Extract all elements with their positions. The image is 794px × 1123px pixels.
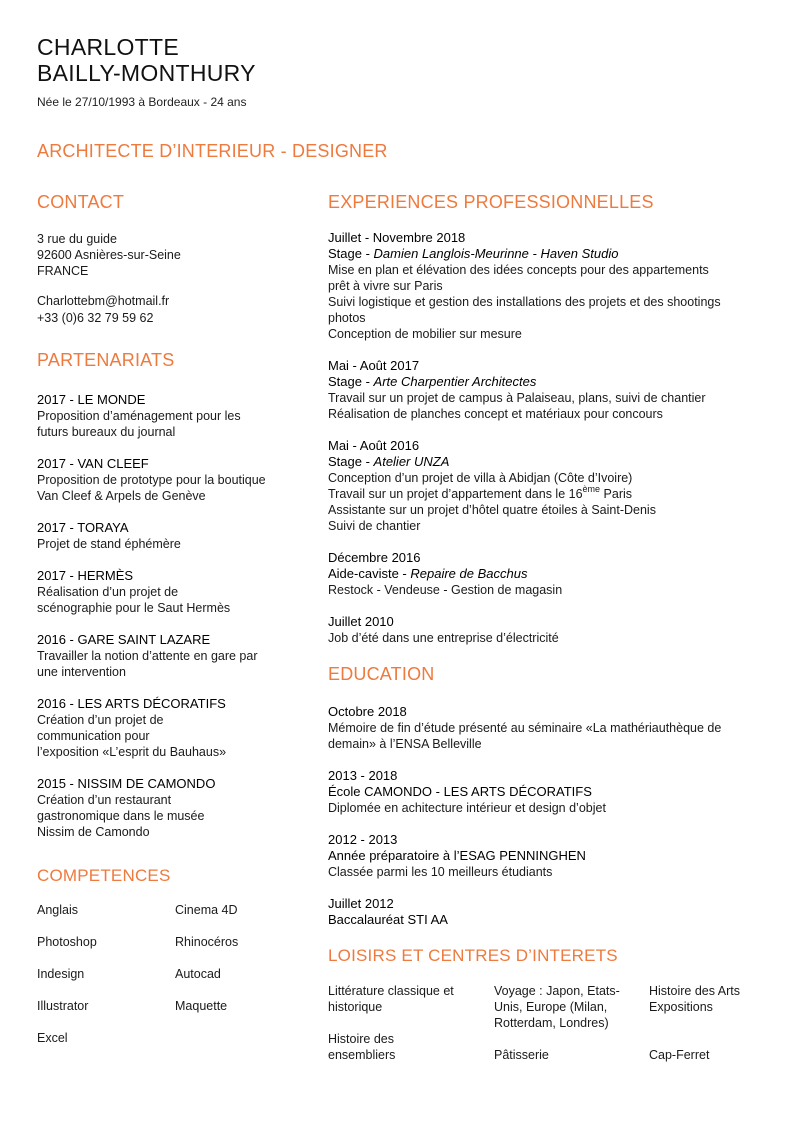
experience-role (328, 246, 760, 262)
partner-item (37, 632, 307, 680)
address-line: 3 rue du guide (37, 232, 117, 246)
partner-item (37, 392, 307, 440)
partner-line: communication pour (37, 729, 150, 743)
hobby-line: Littérature classique et (328, 984, 454, 998)
experience-item (328, 614, 760, 646)
experience-line: Conception de mobilier sur mesure (328, 327, 522, 341)
partner-item (37, 568, 307, 616)
experience-line: Restock - Vendeuse - Gestion de magasin (328, 583, 563, 597)
skill-item: Excel (37, 1031, 68, 1045)
hobby-line: Cap-Ferret (649, 1048, 710, 1062)
partner-heading: 2016 - GARE SAINT LAZARE (37, 632, 211, 647)
hobby-item (649, 1047, 779, 1063)
company-name: Arte Charpentier Architectes (373, 374, 537, 389)
contact-title: CONTACT (37, 192, 125, 212)
profession-title: ARCHITECTE D’INTERIEUR - DESIGNER (37, 141, 388, 161)
contact-phone[interactable]: +33 (0)6 32 79 59 62 (37, 311, 154, 325)
experience-role (328, 566, 760, 582)
partner-line: Proposition d’aménagement pour les (37, 409, 241, 423)
hobby-item (494, 983, 644, 1031)
partner-item (37, 696, 307, 760)
partner-line: Réalisation d’un projet de (37, 585, 179, 599)
experience-line: Travail sur un projet de campus à Palaiseau, plans, suivi de chantier (328, 391, 706, 405)
education-item (328, 704, 760, 752)
experience-line: Conception d’un projet de villa à Abidjan (Côte d’Ivoire) (328, 471, 633, 485)
role-label: Stage - (328, 374, 374, 389)
experience-line: prêt à vivre sur Paris (328, 279, 443, 293)
address-line: 92600 Asnières-sur-Seine (37, 248, 181, 262)
partner-line: Van Cleef & Arpels de Genève (37, 489, 206, 503)
skill-item: Cinema 4D (175, 903, 238, 917)
partner-line: Création d’un restaurant (37, 793, 172, 807)
experience-role (328, 374, 760, 390)
education-school: École CAMONDO - LES ARTS DÉCORATIFS (328, 784, 592, 799)
education-school: Année préparatoire à l’ESAG PENNINGHEN (328, 848, 586, 863)
contact-details (37, 293, 169, 326)
ordinal-suffix: ème (582, 484, 601, 494)
role-label: Stage - (328, 454, 374, 469)
hobbies-title: LOISIRS ET CENTRES D’INTERETS (328, 946, 618, 965)
hobby-item (649, 983, 779, 1015)
education-date: 2013 - 2018 (328, 768, 398, 783)
education-item (328, 768, 760, 816)
education-item (328, 832, 760, 880)
skill-item: Rhinocéros (175, 935, 239, 949)
hobby-item (494, 1047, 644, 1063)
partner-item (37, 520, 307, 552)
experience-role (328, 454, 760, 470)
partner-line: une intervention (37, 665, 126, 679)
skills-title: COMPETENCES (37, 866, 171, 885)
partners-title: PARTENARIATS (37, 350, 175, 370)
skill-item: Photoshop (37, 935, 97, 949)
experience-item (328, 358, 760, 422)
experience-line (328, 486, 760, 502)
experience-line: Assistante sur un projet d’hôtel quatre étoiles à Saint-Denis (328, 503, 656, 517)
candidate-name (37, 34, 256, 86)
experience-line: photos (328, 311, 366, 325)
hobby-line: historique (328, 1000, 383, 1014)
company-name: Atelier UNZA (373, 454, 450, 469)
partner-line: Création d’un projet de (37, 713, 164, 727)
education-line: Classée parmi les 10 meilleurs étudiants (328, 865, 553, 879)
skill-item: Autocad (175, 967, 221, 981)
hobby-line: Histoire des (328, 1032, 394, 1046)
skill-item: Anglais (37, 903, 78, 917)
experience-title: EXPERIENCES PROFESSIONNELLES (328, 192, 654, 212)
experience-line: Job d’été dans une entreprise d’électricité (328, 631, 559, 645)
experience-line: Réalisation de planches concept et matériaux pour concours (328, 407, 663, 421)
education-school: Baccalauréat STI AA (328, 912, 448, 927)
skill-item: Maquette (175, 999, 228, 1013)
experience-date: Juillet 2010 (328, 614, 394, 629)
partner-line: l’exposition «L’esprit du Bauhaus» (37, 745, 227, 759)
skill-item: Illustrator (37, 999, 89, 1013)
address-line: FRANCE (37, 264, 89, 278)
line-text: Paris (600, 487, 633, 501)
education-title: EDUCATION (328, 664, 435, 684)
experience-date: Mai - Août 2017 (328, 358, 420, 373)
partner-line: gastronomique dans le musée (37, 809, 205, 823)
hobby-line: Unis, Europe (Milan, (494, 1000, 608, 1014)
partner-heading: 2017 - LE MONDE (37, 392, 146, 407)
experience-date: Juillet - Novembre 2018 (328, 230, 466, 245)
education-date: 2012 - 2013 (328, 832, 398, 847)
partner-heading: 2015 - NISSIM DE CAMONDO (37, 776, 216, 791)
contact-email[interactable]: Charlottebm@hotmail.fr (37, 294, 170, 308)
company-name: Repaire de Bacchus (410, 566, 528, 581)
education-line: demain» à l’ENSA Belleville (328, 737, 482, 751)
role-label: Stage - (328, 246, 374, 261)
education-item (328, 896, 760, 928)
experience-item (328, 230, 760, 342)
skill-item: Indesign (37, 967, 85, 981)
contact-address (37, 231, 181, 279)
hobby-line: Histoire des Arts (649, 984, 741, 998)
hobby-item (328, 1031, 478, 1063)
experience-line: Suivi de chantier (328, 519, 421, 533)
name-line-2: BAILLY-MONTHURY (37, 60, 256, 86)
education-line: Diplomée en achitecture intérieur et design d’objet (328, 801, 606, 815)
hobby-line: Pâtisserie (494, 1048, 549, 1062)
partner-heading: 2017 - TORAYA (37, 520, 129, 535)
education-date: Octobre 2018 (328, 704, 407, 719)
partner-line: Proposition de prototype pour la boutique (37, 473, 266, 487)
experience-item (328, 550, 760, 598)
experience-line: Mise en plan et élévation des idées concepts pour des appartements (328, 263, 709, 277)
hobby-item (328, 983, 478, 1015)
partner-heading: 2016 - LES ARTS DÉCORATIFS (37, 696, 226, 711)
hobby-line: Rotterdam, Londres) (494, 1016, 609, 1030)
line-text: Travail sur un projet d’appartement dans le 16 (328, 487, 583, 501)
company-name: Damien Langlois-Meurinne - Haven Studio (373, 246, 619, 261)
experience-date: Mai - Août 2016 (328, 438, 420, 453)
experience-item (328, 438, 760, 534)
partner-item (37, 776, 307, 840)
role-label: Aide-caviste - (328, 566, 411, 581)
partner-line: Nissim de Camondo (37, 825, 150, 839)
hobby-line: ensembliers (328, 1048, 396, 1062)
hobby-line: Expositions (649, 1000, 713, 1014)
name-line-1: CHARLOTTE (37, 34, 179, 60)
partner-heading: 2017 - VAN CLEEF (37, 456, 149, 471)
birth-info: Née le 27/10/1993 à Bordeaux - 24 ans (37, 95, 247, 109)
education-line: Mémoire de fin d’étude présenté au séminaire «La mathériauthèque de (328, 721, 722, 735)
experience-date: Décembre 2016 (328, 550, 421, 565)
hobby-line: Voyage : Japon, Etats- (494, 984, 620, 998)
partner-line: futurs bureaux du journal (37, 425, 176, 439)
partner-line: Travailler la notion d’attente en gare par (37, 649, 258, 663)
education-date: Juillet 2012 (328, 896, 394, 911)
partner-line: Projet de stand éphémère (37, 537, 181, 551)
partner-line: scénographie pour le Saut Hermès (37, 601, 231, 615)
partner-heading: 2017 - HERMÈS (37, 568, 134, 583)
partner-item (37, 456, 307, 504)
experience-line: Suivi logistique et gestion des installations des projets et des shootings (328, 295, 721, 309)
